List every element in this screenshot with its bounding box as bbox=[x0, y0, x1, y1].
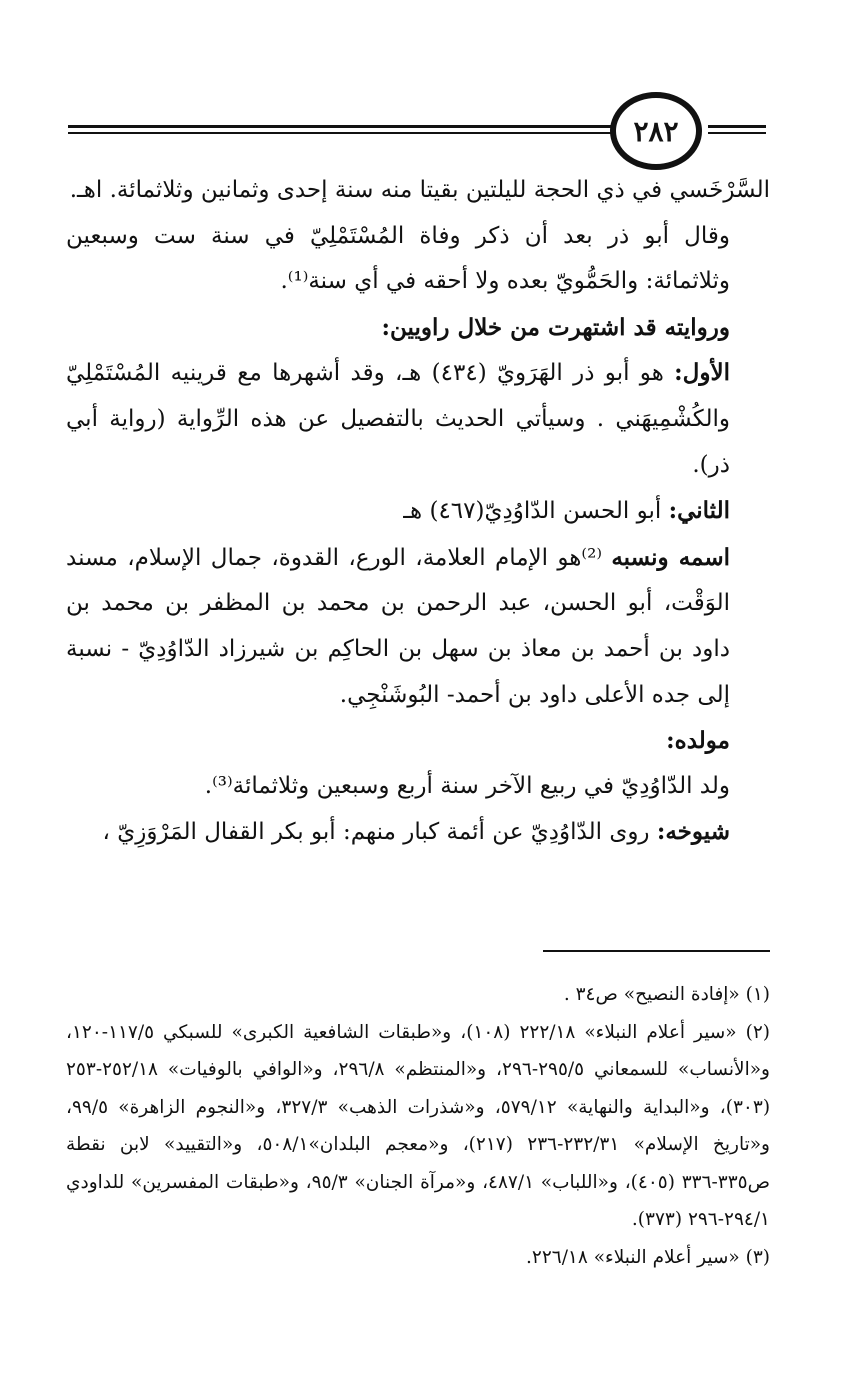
paragraph-text: أبو الحسن الدّاوُدِيّ(٤٦٧) هـ bbox=[403, 498, 669, 525]
paragraph-label: الثاني: bbox=[668, 497, 730, 525]
header-rule bbox=[708, 132, 766, 134]
footnote: (٣) «سير أعلام النبلاء» ٢٢٦/١٨. bbox=[526, 1246, 770, 1268]
section-heading: مولده: bbox=[666, 727, 730, 755]
paragraph bbox=[66, 350, 770, 488]
page-header bbox=[0, 92, 855, 172]
paragraph-text: هو أبو ذر الهَرَويّ (٤٣٤) هـ، وقد أشهرها مع قرينيه المُسْتَمْلِيّ والكُشْمِيهَني . وسيأتي الحديث بالتفصيل عن هذه الرِّواية (رواية أبي ذر). bbox=[66, 360, 730, 478]
paragraph bbox=[66, 535, 770, 718]
paragraph-label: شيوخه: bbox=[656, 818, 730, 846]
paragraph bbox=[66, 488, 770, 535]
paragraph: وقال أبو ذر بعد أن ذكر وفاة المُسْتَمْلِيّ في سنة ست وسبعين وثلاثمائة: والحَمُّويّ بعده ولا أحقه في أي سنة⁽¹⁾. bbox=[66, 222, 730, 295]
main-text bbox=[66, 168, 770, 856]
paragraph: السَّرْخَسي في ذي الحجة لليلتين بقيتا منه سنة إحدى وثمانين وثلاثمائة. اهـ. bbox=[69, 177, 770, 203]
paragraph-text: ⁽²⁾هو الإمام العلامة، الورع، القدوة، جمال الإسلام، مسند الوَقْت، أبو الحسن، عبد الرحمن بن محمد بن المظفر بن محمد بن داود بن أحمد بن معاذ بن سهل بن الحاكِم بن شيرزاد الدّاوُدِيّ - نسبة إلى جده الأعلى داود بن أحمد- البُوشَنْجِي. bbox=[66, 544, 730, 708]
section-heading: وروايته قد اشتهرت من خلال راويين: bbox=[381, 313, 730, 341]
footnote: (٢) «سير أعلام النبلاء» ٢٢٢/١٨ (١٠٨)، و«طبقات الشافعية الكبرى» للسبكي ١١٧/٥-١٢٠، و«الأنساب» للسمعاني ٢٩٥/٥-٢٩٦، و«المنتظم» ٢٩٦/٨، و«الوافي بالوفيات» ٢٥٢/١٨-٢٥٣ (٣٠٣)، و«البداية والنهاية» ٥٧٩/١٢، و«شذرات الذهب» ٣٢٧/٣، و«النجوم الزاهرة» ٩٩/٥، و«تاريخ الإسلام» ٢٣٢/٣١-٢٣٦ (٢١٧)، و«معجم البلدان»٥٠٨/١، و«التقييد» لابن نقطة ص٣٣٥-٣٣٦ (٤٠٥)، و«اللباب» ٤٨٧/١، و«مرآة الجنان» ٩٥/٣، و«طبقات المفسرين» للداودي ٢٩٤/١-٢٩٦ (٣٧٣). bbox=[66, 1021, 771, 1230]
footnotes bbox=[66, 976, 770, 1276]
page-number: ٢٨٢ bbox=[610, 92, 702, 170]
paragraph: ولد الدّاوُدِيّ في ربيع الآخر سنة أربع وسبعين وثلاثمائة⁽³⁾. bbox=[204, 772, 730, 799]
paragraph-label: اسمه ونسبه bbox=[611, 543, 730, 571]
paragraph-label: الأول: bbox=[674, 359, 730, 387]
header-rule bbox=[708, 125, 766, 128]
paragraph bbox=[66, 809, 770, 856]
paragraph-text: روى الدّاوُدِيّ عن أئمة كبار منهم: أبو بكر القفال المَرْوَزِيّ ، bbox=[102, 819, 657, 846]
header-rule bbox=[68, 125, 612, 128]
header-rule bbox=[68, 132, 612, 134]
footnote: (١) «إفادة النصيح» ص٣٤ . bbox=[563, 984, 770, 1005]
footnote-divider bbox=[543, 950, 770, 952]
